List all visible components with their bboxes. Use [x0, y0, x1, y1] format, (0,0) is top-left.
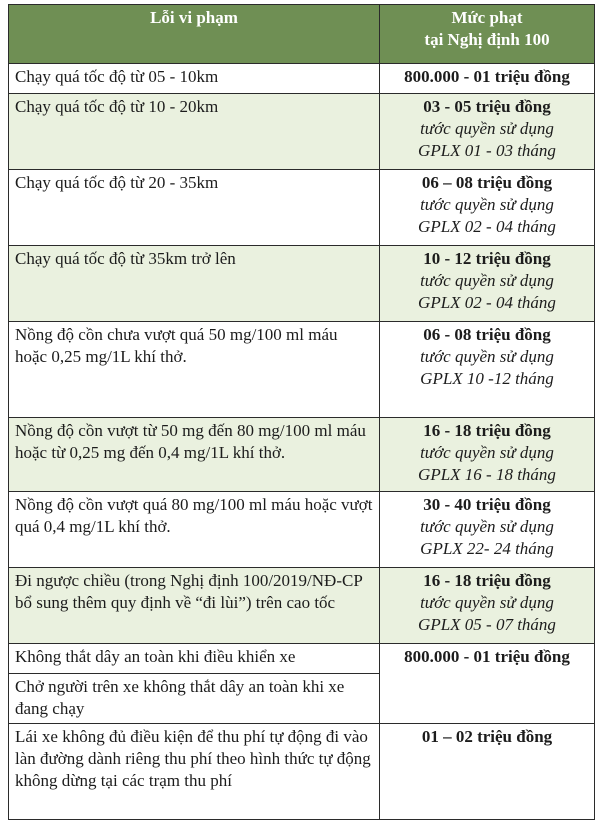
penalty-note: GPLX 02 - 04 tháng	[418, 293, 556, 312]
table-row	[9, 170, 595, 246]
penalty-cell	[380, 64, 595, 94]
violation-cell: Nồng độ cồn vượt quá 80 mg/100 ml máu hoặc vượt quá 0,4 mg/1L khí thở.	[9, 492, 380, 568]
violation-cell: Lái xe không đủ điều kiện để thu phí tự động đi vào làn đường dành riêng thu phí theo hình thức tự động không dừng tại các trạm thu phí	[9, 724, 380, 820]
violation-cell: Chở người trên xe không thắt dây an toàn khi xe đang chạy	[9, 674, 380, 724]
penalty-note: GPLX 05 - 07 tháng	[418, 615, 556, 634]
violation-cell: Chạy quá tốc độ từ 05 - 10km	[9, 64, 380, 94]
header-penalty-line2: tại Nghị định 100	[424, 30, 550, 49]
header-violation: Lỗi vi phạm	[9, 5, 380, 64]
penalty-note: GPLX 22- 24 tháng	[420, 539, 554, 558]
penalty-cell	[380, 418, 595, 492]
penalty-cell	[380, 492, 595, 568]
penalty-note: tước quyền sử dụng	[420, 119, 554, 138]
penalty-note: GPLX 10 -12 tháng	[420, 369, 554, 388]
penalty-amount: 06 - 08 triệu đồng	[423, 325, 551, 344]
penalty-amount: 16 - 18 triệu đồng	[423, 571, 551, 590]
penalty-note: GPLX 02 - 04 tháng	[418, 217, 556, 236]
penalty-amount: 01 – 02 triệu đồng	[421, 727, 553, 746]
penalty-cell	[380, 322, 595, 418]
penalty-note: tước quyền sử dụng	[420, 517, 554, 536]
penalty-note: tước quyền sử dụng	[420, 443, 554, 462]
penalty-note: GPLX 16 - 18 tháng	[418, 465, 556, 484]
penalty-amount: 800.000 - 01 triệu đồng	[404, 67, 570, 86]
penalty-cell	[380, 568, 595, 644]
penalty-note: tước quyền sử dụng	[420, 195, 554, 214]
table-row	[9, 644, 595, 674]
fines-table	[8, 4, 595, 820]
penalty-amount: 30 - 40 triệu đồng	[423, 495, 551, 514]
table-row	[9, 246, 595, 322]
violation-cell: Chạy quá tốc độ từ 20 - 35km	[9, 170, 380, 246]
penalty-note: tước quyền sử dụng	[420, 271, 554, 290]
penalty-note: tước quyền sử dụng	[420, 593, 554, 612]
penalty-cell	[380, 724, 595, 820]
table-row	[9, 492, 595, 568]
penalty-amount: 03 - 05 triệu đồng	[423, 97, 551, 116]
violation-cell: Không thắt dây an toàn khi điều khiển xe	[9, 644, 380, 674]
penalty-amount: 10 - 12 triệu đồng	[423, 249, 551, 268]
penalty-note: tước quyền sử dụng	[420, 347, 554, 366]
table-row	[9, 568, 595, 644]
violation-cell: Nồng độ cồn chưa vượt quá 50 mg/100 ml máu hoặc 0,25 mg/1L khí thở.	[9, 322, 380, 418]
violation-cell: Chạy quá tốc độ từ 10 - 20km	[9, 94, 380, 170]
violation-cell: Đi ngược chiều (trong Nghị định 100/2019/NĐ-CP bổ sung thêm quy định về “đi lùi”) trên cao tốc	[9, 568, 380, 644]
header-penalty-line1: Mức phạt	[451, 8, 523, 27]
violation-cell: Nồng độ cồn vượt từ 50 mg đến 80 mg/100 ml máu hoặc từ 0,25 mg đến 0,4 mg/1L khí thở.	[9, 418, 380, 492]
header-row	[9, 5, 595, 64]
penalty-cell	[380, 94, 595, 170]
table-row	[9, 724, 595, 820]
penalty-note: GPLX 01 - 03 tháng	[418, 141, 556, 160]
penalty-amount: 800.000 - 01 triệu đồng	[404, 647, 570, 666]
table-row	[9, 94, 595, 170]
violation-cell: Chạy quá tốc độ từ 35km trở lên	[9, 246, 380, 322]
penalty-amount: 16 - 18 triệu đồng	[423, 421, 551, 440]
penalty-amount: 06 – 08 triệu đồng	[421, 173, 553, 192]
table-row	[9, 64, 595, 94]
table-row	[9, 322, 595, 418]
table-row	[9, 418, 595, 492]
penalty-cell	[380, 246, 595, 322]
penalty-cell-merged	[380, 644, 595, 724]
header-penalty	[380, 5, 595, 64]
penalty-cell	[380, 170, 595, 246]
